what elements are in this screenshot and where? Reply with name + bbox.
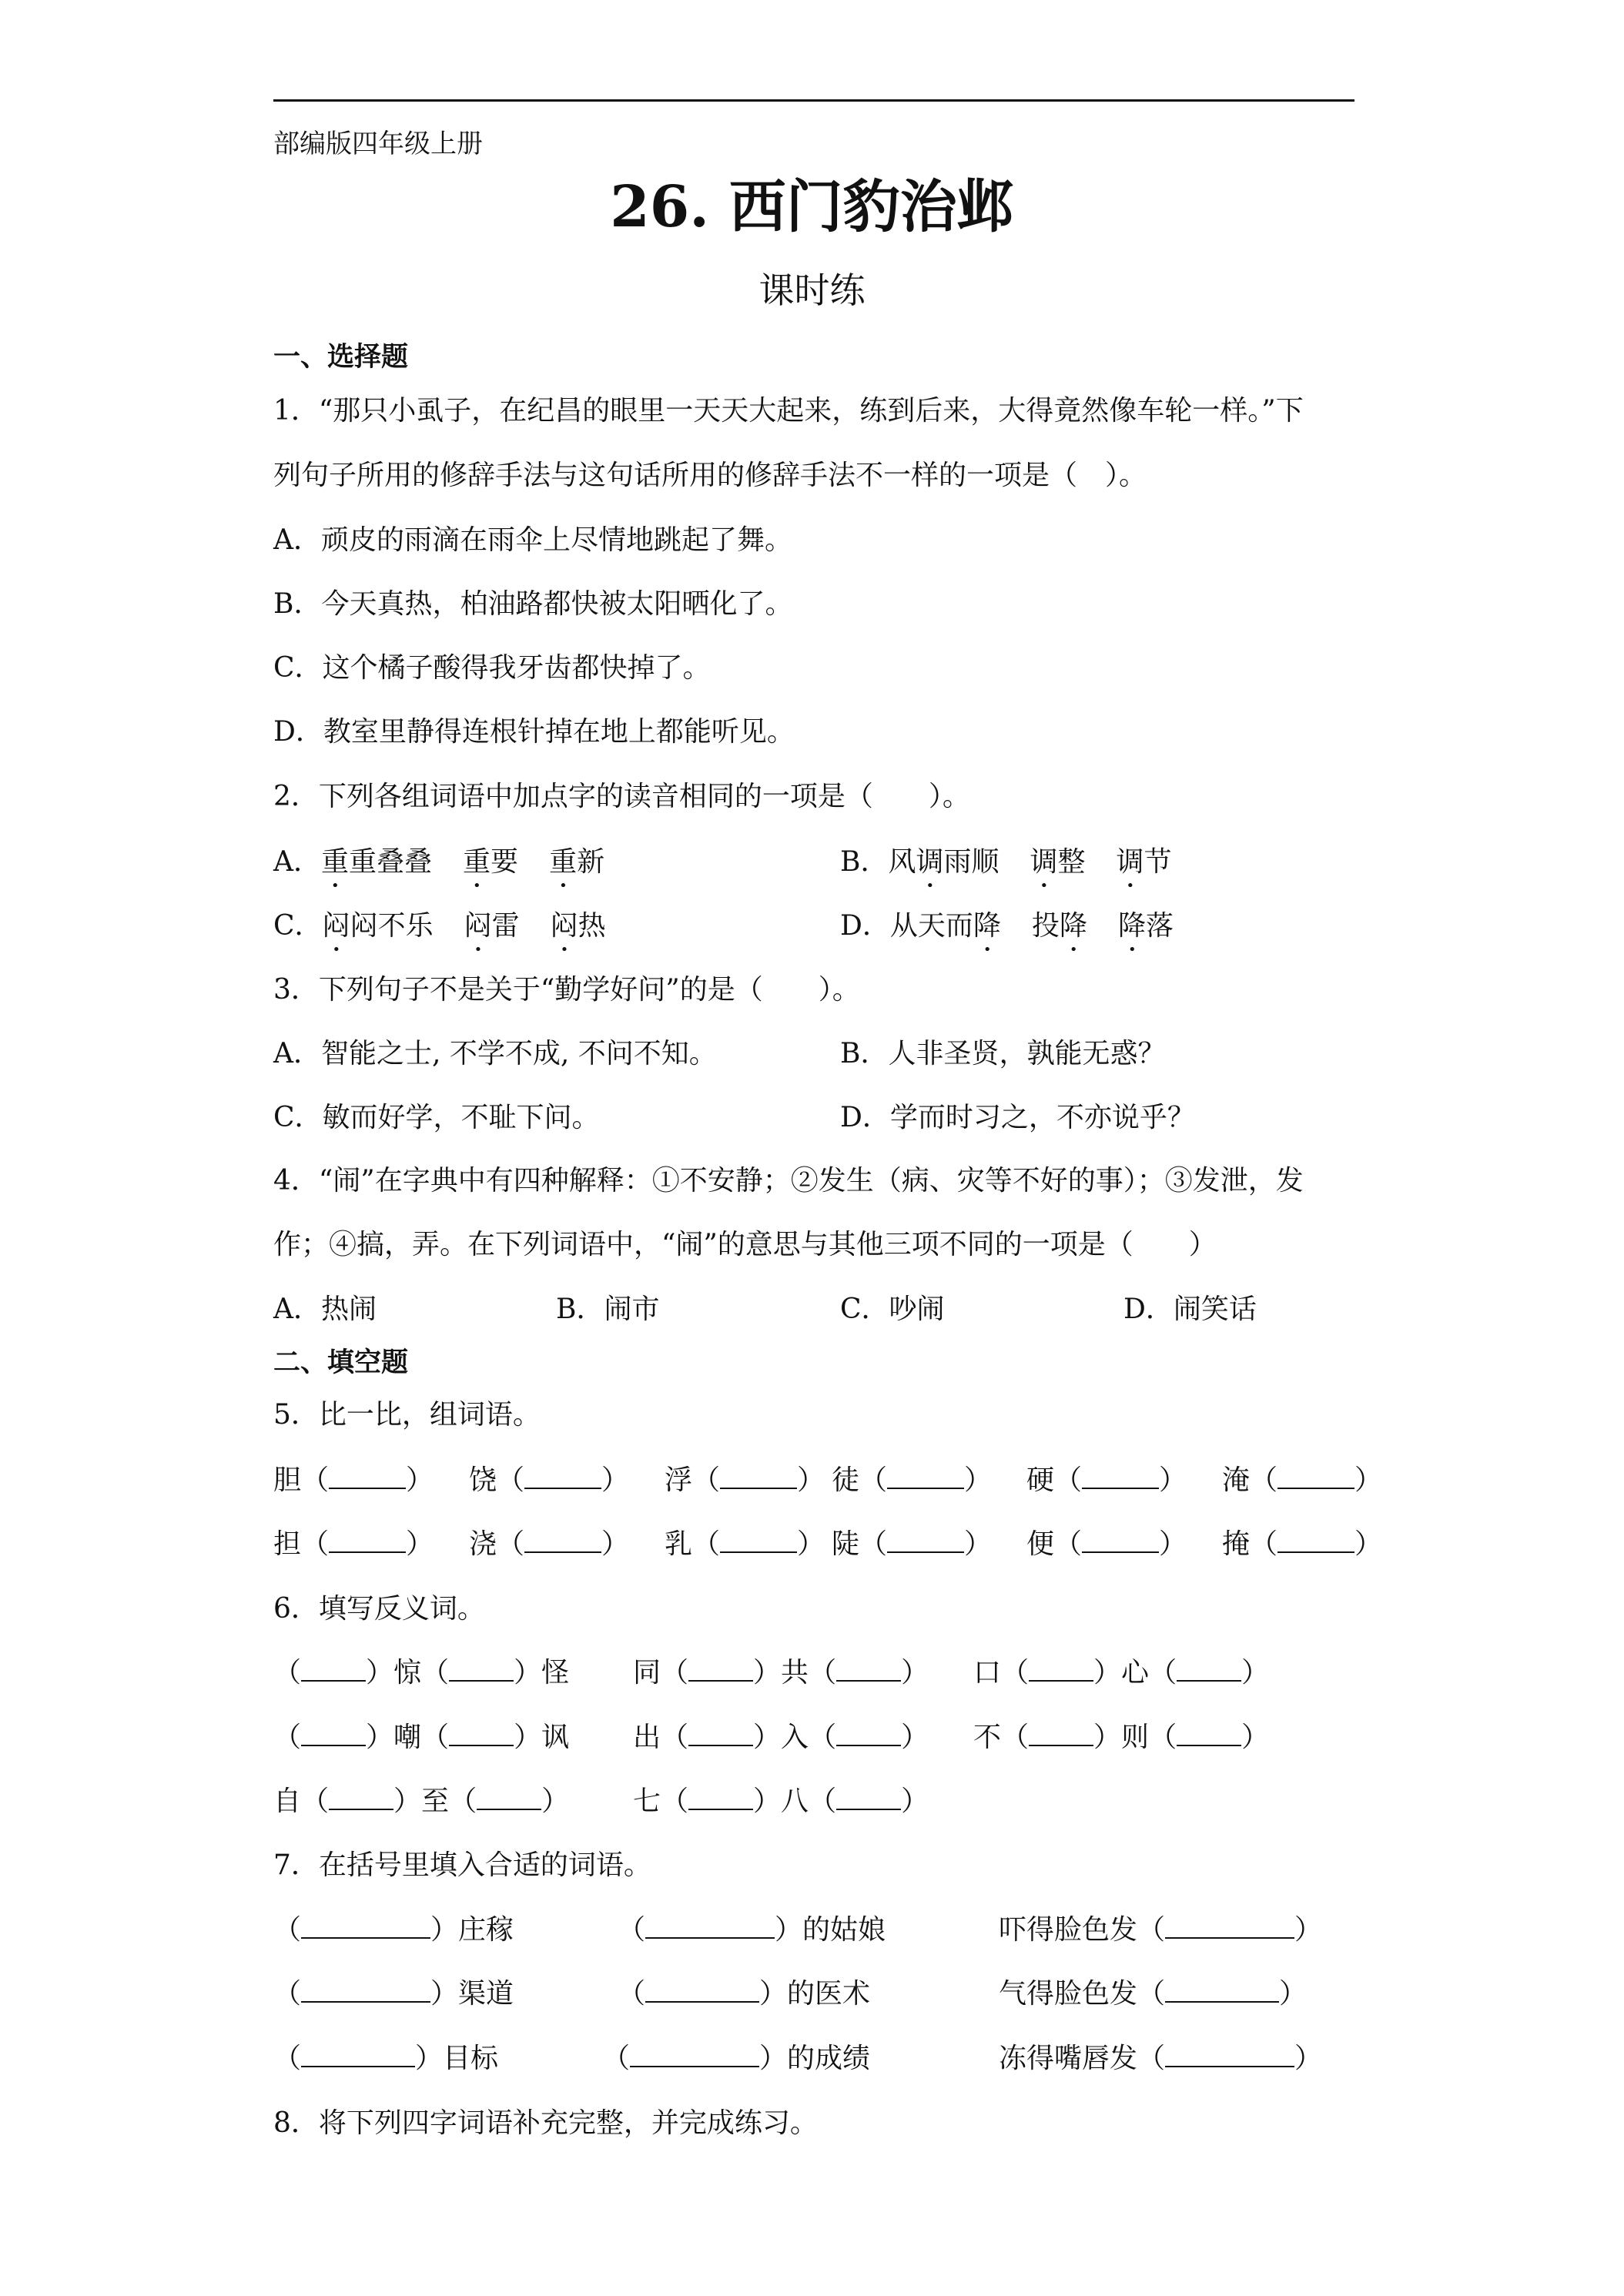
q5-row1-item [1026,1464,1187,1496]
dotted-char: 调 [1116,846,1144,878]
phrase: 气得脸色发 [999,1978,1138,2010]
q6-row1-b [633,1659,929,1687]
open-paren: （ [602,2043,631,2074]
q7-row3-a [273,2045,498,2073]
q2-stem: 2．下列各组词语中加点字的读音相同的一项是（ ）。 [273,781,970,812]
q6-row1-a [273,1659,569,1687]
open-paren: （ [661,1722,689,1753]
dotted-char: 重 [321,846,350,878]
answer-blank[interactable] [329,1808,393,1810]
phrase: 渠道 [458,1978,514,2010]
word-rest: 整 [1057,846,1086,878]
word-char: 八 [781,1786,809,1817]
q7-row1-a [273,1916,514,1944]
q6-row2-a [273,1724,569,1752]
q5-row1-item [1222,1464,1383,1496]
answer-blank[interactable] [524,1487,601,1489]
q3-stem: 3．下列句子不是关于“勤学好问”的是（ ）。 [273,974,860,1006]
open-paren: （ [301,1464,330,1496]
answer-blank[interactable] [1082,1551,1159,1553]
answer-blank[interactable] [301,1936,430,1939]
q6-row3-a [273,1788,569,1816]
answer-blank[interactable] [720,1487,797,1489]
q4-option-a: A．热闹 [273,1294,377,1325]
word-rest: 新 [577,846,605,878]
dotted-char: 闷 [550,910,578,942]
q1-option-b: B．今天真热，柏油路都快被太阳晒化了。 [273,588,793,620]
answer-blank[interactable] [301,1744,366,1746]
close-paren: ） [1093,1657,1122,1689]
word-char: 七 [633,1786,661,1817]
answer-blank[interactable] [301,1679,366,1682]
q4-option-d: D．闹笑话 [1123,1294,1257,1325]
section-heading-fill: 二、填空题 [273,1347,409,1378]
close-paren: ） [514,1657,542,1689]
open-paren: （ [1149,1722,1177,1753]
word-char: 则 [1121,1722,1150,1753]
q5-row1-item [273,1464,434,1496]
close-paren: ） [759,2043,788,2074]
q5-row1-item [832,1464,993,1496]
open-paren: （ [661,1657,689,1689]
word-char: 便 [1026,1528,1055,1560]
q7-row1-c [999,1916,1322,1944]
word-char: 不 [973,1722,1002,1753]
q6-row3-b [633,1788,929,1816]
word-rest: 重叠叠 [349,846,433,878]
q5-row2-item [1026,1528,1187,1560]
open-paren: （ [273,2043,302,2074]
phrase: 目标 [443,2043,499,2074]
open-paren: （ [1001,1722,1030,1753]
open-paren: （ [1250,1528,1278,1560]
q4-option-b: B．闹市 [556,1294,660,1325]
dotted-char: 调 [916,846,944,878]
answer-blank[interactable] [688,1679,753,1682]
close-paren: ） [797,1464,825,1496]
close-paren: ） [1354,1464,1383,1496]
open-paren: （ [859,1464,888,1496]
phrase: 的成绩 [787,2043,871,2074]
answer-blank[interactable] [1029,1679,1093,1682]
close-paren: ） [1354,1528,1383,1560]
open-paren: （ [692,1464,721,1496]
open-paren: （ [618,1978,646,2010]
answer-blank[interactable] [645,1936,775,1939]
open-paren: （ [301,1786,330,1817]
close-paren: ） [430,1914,459,1946]
close-paren: ） [901,1786,929,1817]
open-paren: （ [1001,1657,1030,1689]
close-paren: ） [1159,1464,1187,1496]
q1-stem-line2: 列句子所用的修辞手法与这句话所用的修辞手法不一样的一项是（ ）。 [273,460,1147,491]
close-paren: ） [514,1722,542,1753]
answer-blank[interactable] [301,2000,430,2003]
q5-row2-item [469,1528,630,1560]
open-paren: （ [421,1722,450,1753]
answer-blank[interactable] [720,1551,797,1553]
close-paren: ） [1159,1528,1187,1560]
close-paren: ） [1093,1722,1122,1753]
q1-option-c: C．这个橘子酸得我牙齿都快掉了。 [273,652,711,684]
answer-blank[interactable] [449,1679,514,1682]
answer-blank[interactable] [1277,1487,1354,1489]
q5-stem: 5．比一比，组词语。 [273,1399,541,1431]
answer-blank[interactable] [329,1487,406,1489]
answer-blank[interactable] [1177,1679,1241,1682]
answer-blank[interactable] [301,2065,415,2067]
word-char: 至 [421,1786,450,1817]
q3-option-d: D．学而时习之，不亦说乎？ [840,1102,1195,1133]
word-char: 淹 [1222,1464,1251,1496]
word-char: 饶 [469,1464,497,1496]
dotted-char: 调 [1030,846,1058,878]
word-rest: 雨顺 [943,846,1000,878]
open-paren: （ [273,1657,302,1689]
dotted-char: 闷 [464,910,492,942]
dotted-char: 降 [1117,910,1146,942]
phrase: 的医术 [787,1978,871,2010]
answer-blank[interactable] [688,1808,753,1810]
q3-option-b: B．人非圣贤，孰能无惑？ [840,1038,1166,1069]
phrase: 吓得脸色发 [999,1914,1138,1946]
open-paren: （ [449,1786,477,1817]
word-char: 陡 [832,1528,860,1560]
option-letter: B． [840,846,889,878]
open-paren: （ [809,1722,837,1753]
word-char: 讽 [541,1722,570,1753]
open-paren: （ [809,1786,837,1817]
close-paren: ） [901,1722,929,1753]
answer-blank[interactable] [836,1744,901,1746]
open-paren: （ [1137,1914,1166,1946]
q7-row3-b [602,2045,870,2073]
q5-row2-item [832,1528,993,1560]
open-paren: （ [273,1978,302,2010]
q2-option-d [840,910,1174,958]
close-paren: ） [753,1657,782,1689]
top-rule [273,99,1354,102]
close-paren: ） [406,1464,434,1496]
answer-blank[interactable] [887,1487,964,1489]
close-paren: ） [393,1786,422,1817]
answer-blank[interactable] [524,1551,601,1553]
word-char: 怪 [541,1657,570,1689]
q7-row2-b [618,1980,870,2008]
answer-blank[interactable] [630,2065,759,2067]
dotted-char: 降 [973,910,1001,942]
q5-row2-item [1222,1528,1383,1560]
word-rest: 投 [1031,910,1060,942]
page-title: 26. 西门豹治邺 [610,174,1014,240]
word-char: 同 [633,1657,661,1689]
phrase: 的姑娘 [802,1914,886,1946]
q6-row1-c [973,1659,1269,1687]
close-paren: ） [759,1978,788,2010]
answer-blank[interactable] [449,1744,514,1746]
word-rest: 闷不乐 [350,910,434,942]
word-char: 出 [633,1722,661,1753]
close-paren: ） [901,1657,929,1689]
open-paren: （ [497,1464,525,1496]
q5-row1-item [665,1464,825,1496]
word-char: 胆 [273,1464,302,1496]
open-paren: （ [1054,1528,1083,1560]
open-paren: （ [661,1786,689,1817]
close-paren: ） [541,1786,570,1817]
answer-blank[interactable] [477,1808,541,1810]
answer-blank[interactable] [645,2000,759,2003]
close-paren: ） [753,1722,782,1753]
close-paren: ） [1241,1657,1270,1689]
q3-option-a: A．智能之士, 不学不成, 不问不知。 [273,1038,717,1069]
q2-option-c [273,910,606,958]
word-rest: 风 [888,846,916,878]
q7-row2-a [273,1980,514,2008]
answer-blank[interactable] [887,1551,964,1553]
dotted-char: 重 [463,846,491,878]
answer-blank[interactable] [688,1744,753,1746]
q6-stem: 6．填写反义词。 [273,1593,485,1625]
open-paren: （ [1054,1464,1083,1496]
open-paren: （ [692,1528,721,1560]
open-paren: （ [1149,1657,1177,1689]
close-paren: ） [601,1528,630,1560]
answer-blank[interactable] [1165,1936,1294,1939]
open-paren: （ [1250,1464,1278,1496]
close-paren: ） [964,1464,993,1496]
q1-option-d: D．教室里静得连根针掉在地上都能听见。 [273,716,795,748]
answer-blank[interactable] [1165,2000,1279,2003]
q7-row3-c [999,2045,1322,2073]
answer-blank[interactable] [836,1808,901,1810]
q8-stem: 8．将下列四字词语补充完整，并完成练习。 [273,2107,818,2139]
word-char: 心 [1121,1657,1150,1689]
close-paren: ） [430,1978,459,2010]
q3-option-c: C．敏而好学，不耻下问。 [273,1102,600,1133]
answer-blank[interactable] [1029,1744,1093,1746]
option-letter: C． [273,910,323,942]
word-char: 口 [973,1657,1002,1689]
open-paren: （ [273,1914,302,1946]
word-char: 入 [781,1722,809,1753]
word-char: 乳 [665,1528,693,1560]
close-paren: ） [1241,1722,1270,1753]
close-paren: ） [964,1528,993,1560]
open-paren: （ [497,1528,525,1560]
word-char: 硬 [1026,1464,1055,1496]
option-letter: A． [273,846,321,878]
option-letter: D． [840,910,890,942]
q4-stem-line1: 4．“闹”在字典中有四种解释：①不安静；②发生（病、灾等不好的事）；③发泄，发 [273,1165,1304,1197]
close-paren: ） [797,1528,825,1560]
word-rest: 要 [491,846,519,878]
word-char: 浇 [469,1528,497,1560]
word-char: 嘲 [393,1722,422,1753]
answer-blank[interactable] [1165,2065,1294,2067]
open-paren: （ [273,1722,302,1753]
q7-stem: 7．在括号里填入合适的词语。 [273,1849,651,1881]
close-paren: ） [1279,1978,1308,2010]
q7-row1-b [618,1916,886,1944]
q1-option-a: A．顽皮的雨滴在雨伞上尽情地跳起了舞。 [273,524,792,556]
q5-row2-item [273,1528,434,1560]
open-paren: （ [1137,1978,1166,2010]
grade-label: 部编版四年级上册 [273,129,483,159]
open-paren: （ [1137,2043,1166,2074]
close-paren: ） [1294,1914,1323,1946]
word-char: 共 [781,1657,809,1689]
dotted-char: 降 [1059,910,1087,942]
answer-blank[interactable] [1177,1744,1241,1746]
close-paren: ） [601,1464,630,1496]
word-char: 惊 [393,1657,422,1689]
word-char: 自 [273,1786,302,1817]
open-paren: （ [301,1528,330,1560]
close-paren: ） [366,1722,394,1753]
section-heading-choice: 一、选择题 [273,341,409,373]
answer-blank[interactable] [1082,1487,1159,1489]
q2-option-b [840,846,1172,894]
close-paren: ） [775,1914,803,1946]
close-paren: ） [753,1786,782,1817]
word-rest: 雷 [491,910,520,942]
close-paren: ） [415,2043,444,2074]
q6-row2-c [973,1724,1269,1752]
word-char: 徒 [832,1464,860,1496]
close-paren: ） [1294,2043,1323,2074]
close-paren: ） [406,1528,434,1560]
page-subtitle: 课时练 [758,269,866,311]
word-char: 掩 [1222,1528,1251,1560]
open-paren: （ [421,1657,450,1689]
q5-row1-item [469,1464,630,1496]
close-paren: ） [366,1657,394,1689]
q4-stem-line2: 作；④搞，弄。在下列词语中，“闹”的意思与其他三项不同的一项是（ ） [273,1229,1217,1260]
q1-stem-line1: 1．“那只小虱子，在纪昌的眼里一天天大起来，练到后来，大得竟然像车轮一样。”下 [273,395,1304,427]
word-rest: 从天而 [889,910,973,942]
answer-blank[interactable] [1277,1551,1354,1553]
word-rest: 热 [578,910,606,942]
word-rest: 节 [1143,846,1172,878]
q7-row2-c [999,1980,1307,2008]
phrase: 冻得嘴唇发 [999,2043,1138,2074]
dotted-char: 重 [549,846,578,878]
word-rest: 落 [1145,910,1174,942]
open-paren: （ [859,1528,888,1560]
q4-option-c: C．吵闹 [840,1294,945,1325]
answer-blank[interactable] [836,1679,901,1682]
open-paren: （ [809,1657,837,1689]
phrase: 庄稼 [458,1914,514,1946]
q2-option-a [273,846,604,894]
q6-row2-b [633,1724,929,1752]
answer-blank[interactable] [329,1551,406,1553]
open-paren: （ [618,1914,646,1946]
dotted-char: 闷 [322,910,350,942]
word-char: 浮 [665,1464,693,1496]
q5-row2-item [665,1528,825,1560]
word-char: 担 [273,1528,302,1560]
